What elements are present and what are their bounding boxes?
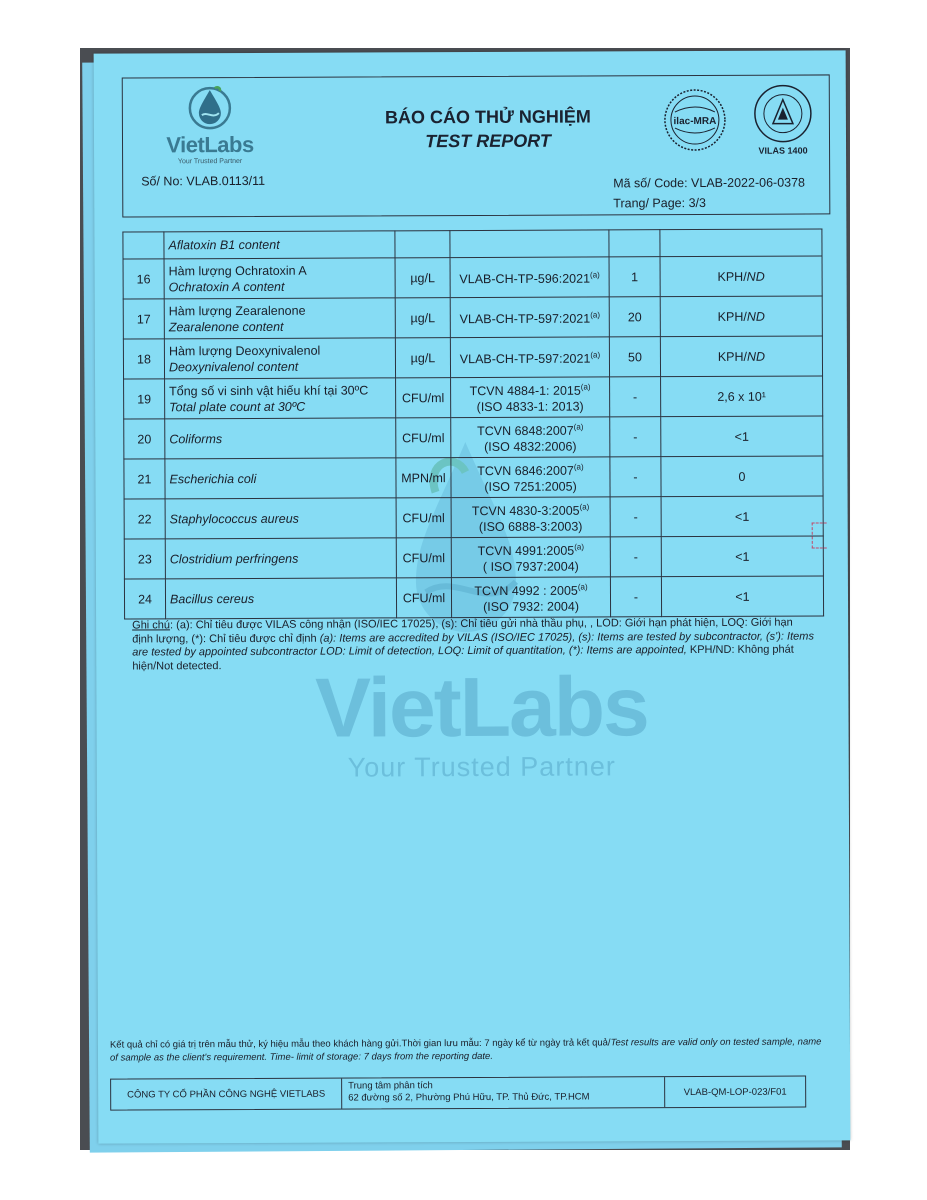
ilac-mra-seal-icon (663, 88, 727, 152)
method-code: TCVN 4992 : 2005 (474, 583, 578, 599)
result-value: KPH/ (717, 309, 747, 324)
parameter-name-en: Deoxynivalenol content (168, 359, 299, 374)
vilas-accreditation-seal-icon (753, 84, 813, 144)
parameter-name: Aflatoxin B1 content (164, 231, 395, 259)
report-number: Số/ No: VLAB.0113/11 (141, 173, 266, 189)
parameter-name-en: Bacillus cereus (169, 591, 255, 606)
method-cell (451, 377, 610, 418)
result-value-en: ND (746, 269, 765, 284)
parameter-name-en: Staphylococcus aureus (169, 511, 299, 526)
method-line1 (456, 499, 606, 519)
row-number: 16 (123, 259, 164, 299)
lod-cell: - (610, 537, 661, 577)
method-code: TCVN 6848:2007 (477, 423, 574, 439)
method-line1 (455, 307, 605, 327)
validity-statement (110, 1035, 822, 1064)
method-code: TCVN 4884-1: 2015 (469, 383, 581, 399)
result-value: <1 (734, 509, 750, 524)
vietlabs-logo (145, 82, 275, 173)
result-cell (660, 229, 822, 257)
unit-cell (395, 231, 450, 258)
parameter-name-en: Coliforms (169, 431, 223, 446)
footer-company: CÔNG TY CỔ PHẦN CÔNG NGHỆ VIETLABS (111, 1079, 342, 1110)
report-title-vietnamese: BÁO CÁO THỬ NGHIỆM (384, 106, 591, 128)
result-value-en: ND (746, 309, 765, 324)
table-row (124, 456, 823, 499)
result-value: 2,6 x 10¹ (717, 389, 766, 404)
result-cell (660, 256, 822, 297)
unit-cell: µg/L (395, 338, 450, 378)
validity-vietnamese: Kết quả chỉ có giá trị trên mẫu thử, ký hiệu mẫu theo khách hàng gửi.Thời gian lưu mẫu: 7 ngày kể từ ngày trả kết quả/ (109, 1037, 611, 1051)
method-cell (450, 230, 609, 258)
table-row (123, 229, 822, 259)
method-accreditation-mark: (a) (577, 582, 588, 592)
row-number: 23 (124, 539, 165, 579)
lod-cell: - (610, 377, 661, 417)
row-number: 17 (123, 299, 164, 339)
lod-cell: - (610, 497, 661, 537)
parameter-name-en: Zearalenone content (168, 319, 284, 334)
report-title-english: TEST REPORT (425, 130, 551, 152)
method-cell (450, 257, 609, 298)
results-table (122, 228, 824, 619)
method-code: VLAB-CH-TP-597:2021 (459, 311, 591, 327)
unit-cell: CFU/ml (396, 578, 451, 618)
results-rows (123, 256, 824, 619)
parameter-name-vn: Hàm lượng Zearalenone (168, 303, 306, 318)
method-cell (451, 577, 610, 618)
footer-center-name: Trung tâm phân tích (348, 1080, 433, 1092)
result-value: <1 (735, 549, 750, 564)
method-line1 (455, 347, 605, 367)
parameter-name-en: Escherichia coli (169, 471, 257, 486)
watermark-tagline: Your Trusted Partner (347, 751, 616, 783)
lod-cell: - (610, 577, 661, 617)
report-code: Mã số/ Code: VLAB-2022-06-0378 (613, 175, 806, 191)
method-cell (450, 337, 609, 378)
method-code: TCVN 4991:2005 (477, 543, 575, 559)
lod-cell: 50 (609, 337, 660, 377)
parameter-name (165, 458, 396, 499)
method-line2: (ISO 4833-1: 2013) (476, 399, 584, 415)
row-number: 24 (124, 579, 165, 619)
result-value: KPH/ (717, 269, 747, 284)
method-line1 (456, 539, 606, 559)
method-accreditation-mark: (a) (579, 502, 590, 512)
parameter-name (165, 538, 396, 579)
notes-label: Ghi chú (132, 619, 171, 632)
method-accreditation-mark: (a) (589, 270, 600, 280)
row-number: 18 (123, 339, 164, 379)
report-header (122, 74, 831, 217)
stamp-fragment (812, 522, 827, 548)
unit-cell: µg/L (395, 298, 450, 338)
result-value: KPH/ (717, 349, 748, 364)
notes-english: (a): Items are accredited by VILAS (ISO/IEC 17025), (s): Items are tested by subcontractor, (s'): Items are tested by appointed subcontractor LOD: Limit of detection, LOQ: Limit of quantitation, (*): Items are appointed, (132, 630, 814, 659)
parameter-name (164, 258, 395, 299)
method-accreditation-mark: (a) (574, 542, 584, 552)
notes-vietnamese: : (a): Chỉ tiêu được VILAS công nhận (ISO/IEC 17025), (s): Chỉ tiêu gửi nhà thầu phụ, , LOD: Giới hạn phát hiện, LOQ: Giới hạn định lượng, (*): Chỉ tiêu được chỉ định (132, 616, 793, 645)
parameter-name-vn: Tổng số vi sinh vật hiếu khí tại 30ºC (169, 382, 369, 398)
result-cell (661, 576, 823, 617)
result-cell (661, 416, 823, 457)
result-cell (661, 456, 823, 497)
notes-end: KPH/ND: Không phát hiện/Not detected. (132, 643, 794, 672)
parameter-name (165, 378, 396, 419)
method-cell (451, 457, 610, 498)
ilac-label: ilac-MRA (673, 115, 717, 128)
result-value: <1 (734, 429, 749, 444)
parameter-name (165, 498, 396, 539)
method-code: TCVN 4830-3:2005 (471, 503, 580, 519)
row-number: 20 (124, 419, 165, 459)
method-line1 (456, 579, 606, 599)
parameter-name-en: Total plate count at 30ºC (169, 399, 306, 414)
watermark-name: VietLabs (314, 659, 648, 755)
table-row (124, 496, 823, 539)
page-number: Trang/ Page: 3/3 (613, 195, 706, 211)
report-page (94, 50, 851, 1143)
result-cell (661, 376, 823, 417)
row-number (123, 232, 164, 259)
method-accreditation-mark: (a) (590, 350, 601, 360)
watermark (236, 661, 727, 784)
method-line1 (455, 379, 605, 399)
unit-cell: MPN/ml (396, 458, 451, 498)
unit-cell: CFU/ml (396, 418, 451, 458)
result-cell (660, 296, 822, 337)
method-code: VLAB-CH-TP-596:2021 (459, 271, 591, 287)
result-cell (660, 336, 822, 377)
result-cell (661, 496, 823, 537)
method-code: VLAB-CH-TP-597:2021 (459, 351, 591, 367)
table-row (124, 376, 823, 419)
result-value-en: ND (746, 349, 766, 364)
method-line1 (455, 419, 605, 439)
method-line2: (ISO 4832:2006) (484, 439, 577, 455)
parameter-name-vn: Hàm lượng Deoxynivalenol (168, 343, 321, 358)
method-cell (450, 297, 609, 338)
unit-cell: CFU/ml (396, 378, 451, 418)
table-row (124, 576, 823, 619)
method-line1 (455, 267, 605, 287)
parameter-name-en: Clostridium perfringens (169, 551, 299, 566)
validity-english: Test results are valid only on tested sample, name of sample as the client's requirement. Time- limit of storage: 7 days from the reporting date. (109, 1036, 822, 1064)
result-cell (661, 536, 823, 577)
lod-cell: - (610, 457, 661, 497)
lod-cell: 20 (609, 297, 660, 337)
table-row (124, 536, 823, 579)
parameter-name-vn: Hàm lượng Ochratoxin A (168, 263, 307, 278)
method-accreditation-mark: (a) (580, 382, 591, 392)
lod-cell: - (610, 417, 661, 457)
method-accreditation-mark: (a) (573, 462, 584, 472)
method-cell (451, 497, 610, 538)
table-row (124, 416, 823, 459)
lod-cell: 1 (609, 257, 660, 297)
method-code: TCVN 6846:2007 (477, 463, 574, 479)
method-line2: (ISO 7251:2005) (484, 479, 577, 495)
result-value: <1 (735, 589, 750, 604)
unit-cell: CFU/ml (396, 538, 451, 578)
page-footer (110, 1076, 806, 1111)
parameter-name (164, 298, 395, 339)
method-line2: (ISO 7932: 2004) (483, 599, 580, 615)
method-line2: (ISO 6888-3:2003) (478, 519, 583, 535)
logo-tagline: Your Trusted Partner (177, 157, 243, 166)
parameter-name (165, 418, 396, 459)
logo-drop-icon (185, 82, 235, 130)
footer-center-address: 62 đường số 2, Phường Phú Hữu, TP. Thủ Đức, TP.HCM (348, 1091, 590, 1104)
method-accreditation-mark: (a) (590, 310, 600, 320)
table-row (123, 256, 822, 299)
result-value: 0 (738, 469, 746, 484)
vilas-label: VILAS 1400 (758, 145, 808, 156)
row-number: 21 (124, 459, 165, 499)
unit-cell: CFU/ml (396, 498, 451, 538)
method-accreditation-mark: (a) (573, 422, 584, 432)
parameter-name (164, 338, 395, 379)
table-row (123, 296, 822, 339)
method-cell (451, 417, 610, 458)
footer-center (342, 1077, 665, 1108)
row-number: 22 (124, 499, 165, 539)
table-row (123, 336, 822, 379)
parameter-name (165, 578, 396, 619)
logo-name: VietLabs (166, 131, 254, 158)
lod-cell (609, 230, 660, 257)
footer-form-code: VLAB-QM-LOP-023/F01 (683, 1086, 787, 1098)
method-line2: ( ISO 7937:2004) (482, 559, 579, 575)
row-number: 19 (124, 379, 165, 419)
method-cell (451, 537, 610, 578)
parameter-name-en: Ochratoxin A content (168, 279, 285, 294)
method-line1 (455, 459, 605, 479)
unit-cell: µg/L (395, 258, 450, 298)
